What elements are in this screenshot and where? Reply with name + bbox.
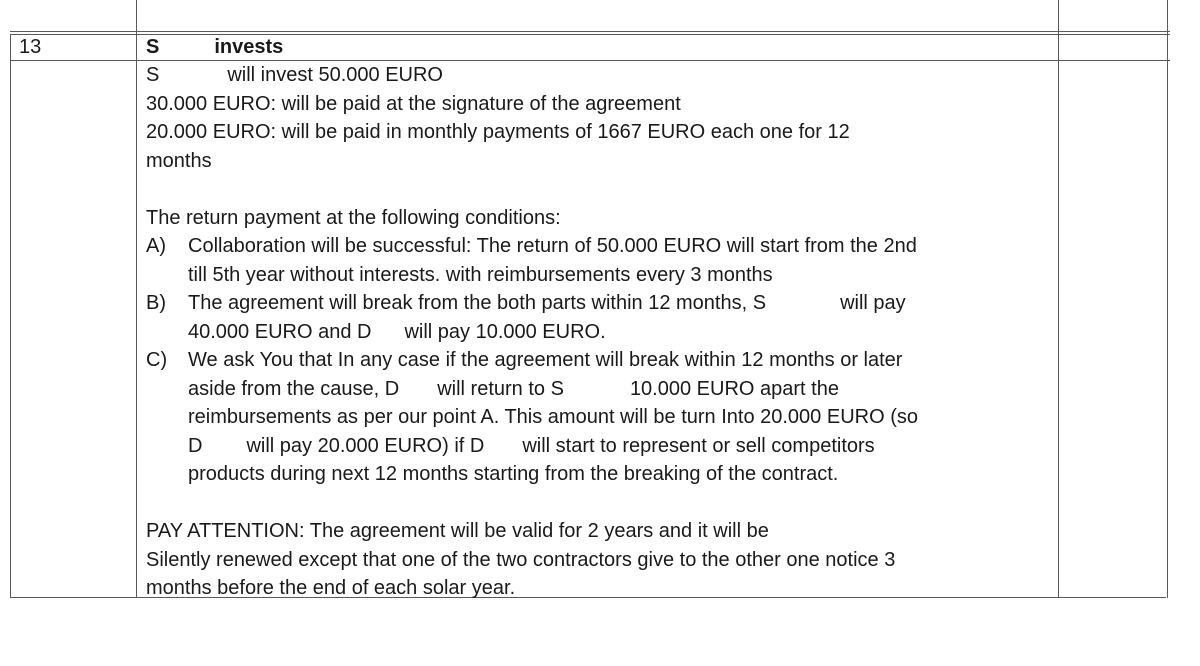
condition-b: [146, 289, 918, 346]
condition-b-line-2: 40.000 EURO and D will pay 10.000 EURO.: [188, 320, 606, 343]
agreement-body: [146, 61, 918, 603]
attention-line-2: Silently renewed except that one of the two contractors give to the other one notice 3: [146, 548, 896, 571]
condition-c-line-2: aside from the cause, D will return to S 10.000 EURO apart the: [188, 377, 839, 400]
heading-prefix: S: [146, 36, 160, 58]
condition-c-marker: C): [146, 349, 168, 371]
invest-line-4: months: [146, 149, 212, 172]
table-right-border: [1167, 0, 1168, 598]
condition-a-line-2: till 5th year without interests. with reimbursements every 3 months: [188, 263, 773, 286]
top-row-bottom-border: [10, 31, 1170, 32]
condition-c-line-1: We ask You that In any case if the agreement will break within 12 months or later: [188, 349, 903, 371]
table-left-border: [10, 34, 11, 598]
attention-line-3: months before the end of each solar year.: [146, 577, 516, 599]
condition-c-line-3: reimbursements as per our point A. This amount will be turn Into 20.000 EURO (so: [188, 406, 918, 428]
invest-line-3: 20.000 EURO: will be paid in monthly payments of 1667 EURO each one for 12: [146, 121, 850, 143]
condition-c-line-4: D will pay 20.000 EURO) if D will start to represent or sell competitors: [188, 434, 875, 457]
condition-a-line-1: Collaboration will be successful: The return of 50.000 EURO will start from the 2nd: [188, 235, 917, 257]
column-divider-2: [1058, 0, 1059, 598]
row-number: 13: [19, 36, 42, 58]
condition-c: [146, 346, 918, 489]
condition-a-marker: A): [146, 235, 166, 257]
condition-a: [146, 232, 918, 289]
column-divider-1: [136, 0, 137, 598]
conditions-intro: The return payment at the following conditions:: [146, 206, 561, 229]
section-heading: [146, 33, 283, 61]
condition-b-marker: B): [146, 292, 166, 314]
attention-line-1: PAY ATTENTION: The agreement will be valid for 2 years and it will be: [146, 520, 769, 542]
invest-line-2: 30.000 EURO: will be paid at the signature of the agreement: [146, 92, 681, 115]
invest-line-1: S will invest 50.000 EURO: [146, 64, 443, 86]
heading-suffix: invests: [214, 36, 284, 58]
condition-c-line-5: products during next 12 months starting from the breaking of the contract.: [188, 463, 839, 485]
condition-b-line-1: The agreement will break from the both parts within 12 months, S will pay: [188, 292, 906, 314]
